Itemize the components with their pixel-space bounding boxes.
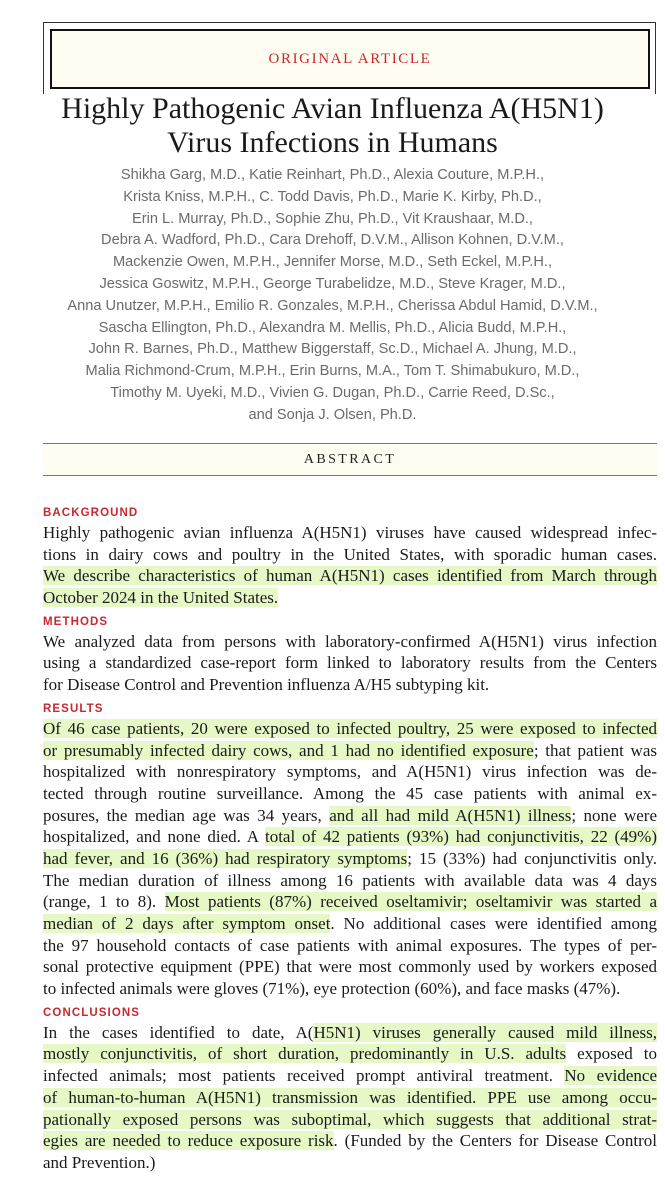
text-line — [43, 522, 657, 544]
author-line: Sascha Ellington, Ph.D., Alexandra M. Mellis, Ph.D., Alicia Budd, M.P.H., — [98, 319, 567, 336]
highlighted-text: pationally exposed persons was suboptimal, which suggests that additional strat- — [43, 1109, 657, 1129]
title-line: Highly Pathogenic Avian Influenza A(H5N1) — [61, 92, 604, 125]
text-line — [43, 1065, 657, 1087]
author-line: and Sonja J. Olsen, Ph.D. — [248, 406, 417, 423]
author-list — [0, 165, 665, 427]
text-line — [43, 913, 657, 935]
text-line — [43, 935, 657, 957]
abstract-section-background — [43, 505, 657, 609]
section-heading: METHODS — [43, 615, 109, 628]
text-segment: hospitalized with nonrespiratory symptoms, and A(H5N1) virus infection was de- — [43, 762, 657, 782]
text-line — [43, 1130, 657, 1152]
text-segment: the 97 household contacts of case patients with animal exposures. The types of per- — [43, 935, 657, 955]
text-segment: to infected animals were gloves (71%), eye protection (60%), and face masks (47%). — [43, 979, 621, 999]
highlighted-text: No evidence — [564, 1066, 657, 1086]
highlighted-text: egies are needed to reduce exposure risk — [43, 1131, 334, 1151]
author-line: Timothy M. Uyeki, M.D., Vivien G. Dugan, Ph.D., Carrie Reed, D.Sc., — [110, 384, 555, 401]
text-segment: ; none were — [571, 805, 657, 825]
text-line — [43, 565, 657, 587]
highlighted-text: had fever, and 16 (36%) had respiratory symptoms — [43, 848, 408, 868]
text-segment: (range, 1 to 8). — [43, 892, 165, 912]
highlighted-text: We describe characteristics of human A(H5N1) cases identified from March through — [43, 566, 657, 586]
text-segment: sonal protective equipment (PPE) that were most commonly used by workers exposed — [43, 957, 657, 977]
text-segment: using a standardized case-report form linked to laboratory results from the Centers — [43, 653, 657, 673]
abstract-section-results — [43, 701, 657, 1000]
author-line: Shikha Garg, M.D., Katie Reinhart, Ph.D., Alexia Couture, M.P.H., — [120, 167, 545, 183]
text-line — [43, 848, 657, 870]
article-type-banner — [50, 29, 650, 89]
highlighted-text: or presumably infected dairy cows, and 1 had no identified exposure — [43, 740, 534, 760]
author-line: John R. Barnes, Ph.D., Matthew Biggerstaff, Sc.D., Michael A. Jhung, M.D., — [88, 341, 577, 358]
text-line — [43, 805, 657, 827]
text-line — [43, 652, 657, 674]
text-segment: hospitalized, and none died. A — [43, 827, 265, 847]
text-line — [43, 891, 657, 913]
highlighted-text: Most patients (87%) received oseltamivir; oseltamivir was started a — [164, 892, 657, 912]
text-line — [43, 718, 657, 740]
text-segment: and Prevention.) — [43, 1152, 156, 1172]
author-line: Anna Unutzer, M.P.H., Emilio R. Gonzales, M.P.H., Cherissa Abdul Hamid, D.V.M., — [67, 297, 598, 314]
text-line — [43, 956, 657, 978]
text-segment: We analyzed data from persons with laboratory-confirmed A(H5N1) virus infection — [43, 631, 657, 651]
text-line — [43, 674, 657, 696]
text-line — [43, 631, 657, 653]
author-line: Mackenzie Owen, M.P.H., Jennifer Morse, M.D., Seth Eckel, M.P.H., — [112, 254, 553, 271]
article-type-label: ORIGINAL ARTICLE — [268, 50, 432, 67]
text-segment: posures, the median age was 34 years, — [43, 805, 330, 825]
text-segment: The median duration of illness among 16 patients with available data was 4 days — [43, 870, 657, 890]
section-heading: BACKGROUND — [43, 507, 139, 519]
text-segment: for Disease Control and Prevention influenza A/H5 subtyping kit. — [43, 675, 490, 695]
author-line: Malia Richmond-Crum, M.P.H., Erin Burns, M.A., Tom T. Shimabukuro, M.D., — [85, 363, 580, 380]
section-heading: RESULTS — [43, 702, 104, 715]
text-segment: ; 15 (33%) had conjunctivitis only. — [407, 848, 657, 868]
text-line — [43, 740, 657, 762]
highlighted-text: mostly conjunctivitis, of short duration, predominantly in U.S. adults — [43, 1044, 567, 1064]
text-segment: ; that patient was — [533, 740, 657, 760]
abstract-body — [43, 500, 657, 1174]
text-line — [43, 761, 657, 783]
text-segment: Highly pathogenic avian influenza A(H5N1) viruses have caused widespread infec- — [43, 523, 657, 542]
abstract-label: ABSTRACT — [303, 451, 397, 467]
author-line: Debra A. Wadford, Ph.D., Cara Drehoff, D.V.M., Allison Kohnen, D.V.M., — [101, 232, 564, 249]
title-line: Virus Infections in Humans — [167, 126, 498, 159]
abstract-section-conclusions — [43, 1005, 657, 1174]
text-segment: . (Funded by the Centers for Disease Control — [333, 1131, 657, 1151]
text-line — [43, 1087, 657, 1109]
text-segment: tions in dairy cows and poultry in the United States, with sporadic human cases. — [43, 544, 657, 564]
text-line — [43, 1043, 657, 1065]
text-segment: . No additional cases were identified among — [330, 914, 657, 933]
text-segment: In the cases identified to date, A( — [43, 1022, 314, 1042]
highlighted-text: total of 42 patients (93%) had conjunctivitis, 22 (49%) — [264, 827, 658, 847]
text-line — [43, 826, 657, 848]
author-line: Krista Kniss, M.P.H., C. Todd Davis, Ph.D., Marie K. Kirby, Ph.D., — [123, 188, 542, 205]
author-line: Erin L. Murray, Ph.D., Sophie Zhu, Ph.D., Vit Kraushaar, M.D., — [132, 210, 533, 227]
highlighted-text: Of 46 case patients, 20 were exposed to infected poultry, 25 were exposed to infected — [43, 718, 657, 738]
author-line: Jessica Goswitz, M.P.H., George Turabelidze, M.D., Steve Krager, M.D., — [99, 275, 566, 292]
text-line — [43, 978, 657, 1000]
text-line — [43, 587, 657, 609]
highlighted-text: of human-to-human A(H5N1) transmission was identified. PPE use among occu- — [43, 1087, 657, 1107]
highlighted-text: and all had mild A(H5N1) illness — [329, 805, 572, 825]
abstract-banner — [43, 443, 657, 476]
text-line — [43, 1022, 657, 1044]
text-line — [43, 544, 657, 566]
highlighted-text: October 2024 in the United States. — [43, 588, 279, 608]
text-line — [43, 783, 657, 805]
text-line — [43, 870, 657, 892]
text-line — [43, 1152, 657, 1174]
text-segment: tected through routine surveillance. Among the 45 case patients with animal ex- — [43, 783, 657, 803]
text-segment: exposed to — [566, 1044, 657, 1064]
article-title — [0, 92, 665, 160]
section-heading: CONCLUSIONS — [43, 1006, 141, 1019]
text-segment: infected animals; most patients received prompt antiviral treatment. — [43, 1066, 565, 1086]
abstract-section-methods — [43, 614, 657, 696]
highlighted-text: median of 2 days after symptom onset — [43, 914, 331, 933]
text-line — [43, 1109, 657, 1131]
highlighted-text: H5N1) viruses generally caused mild illness, — [313, 1022, 657, 1042]
